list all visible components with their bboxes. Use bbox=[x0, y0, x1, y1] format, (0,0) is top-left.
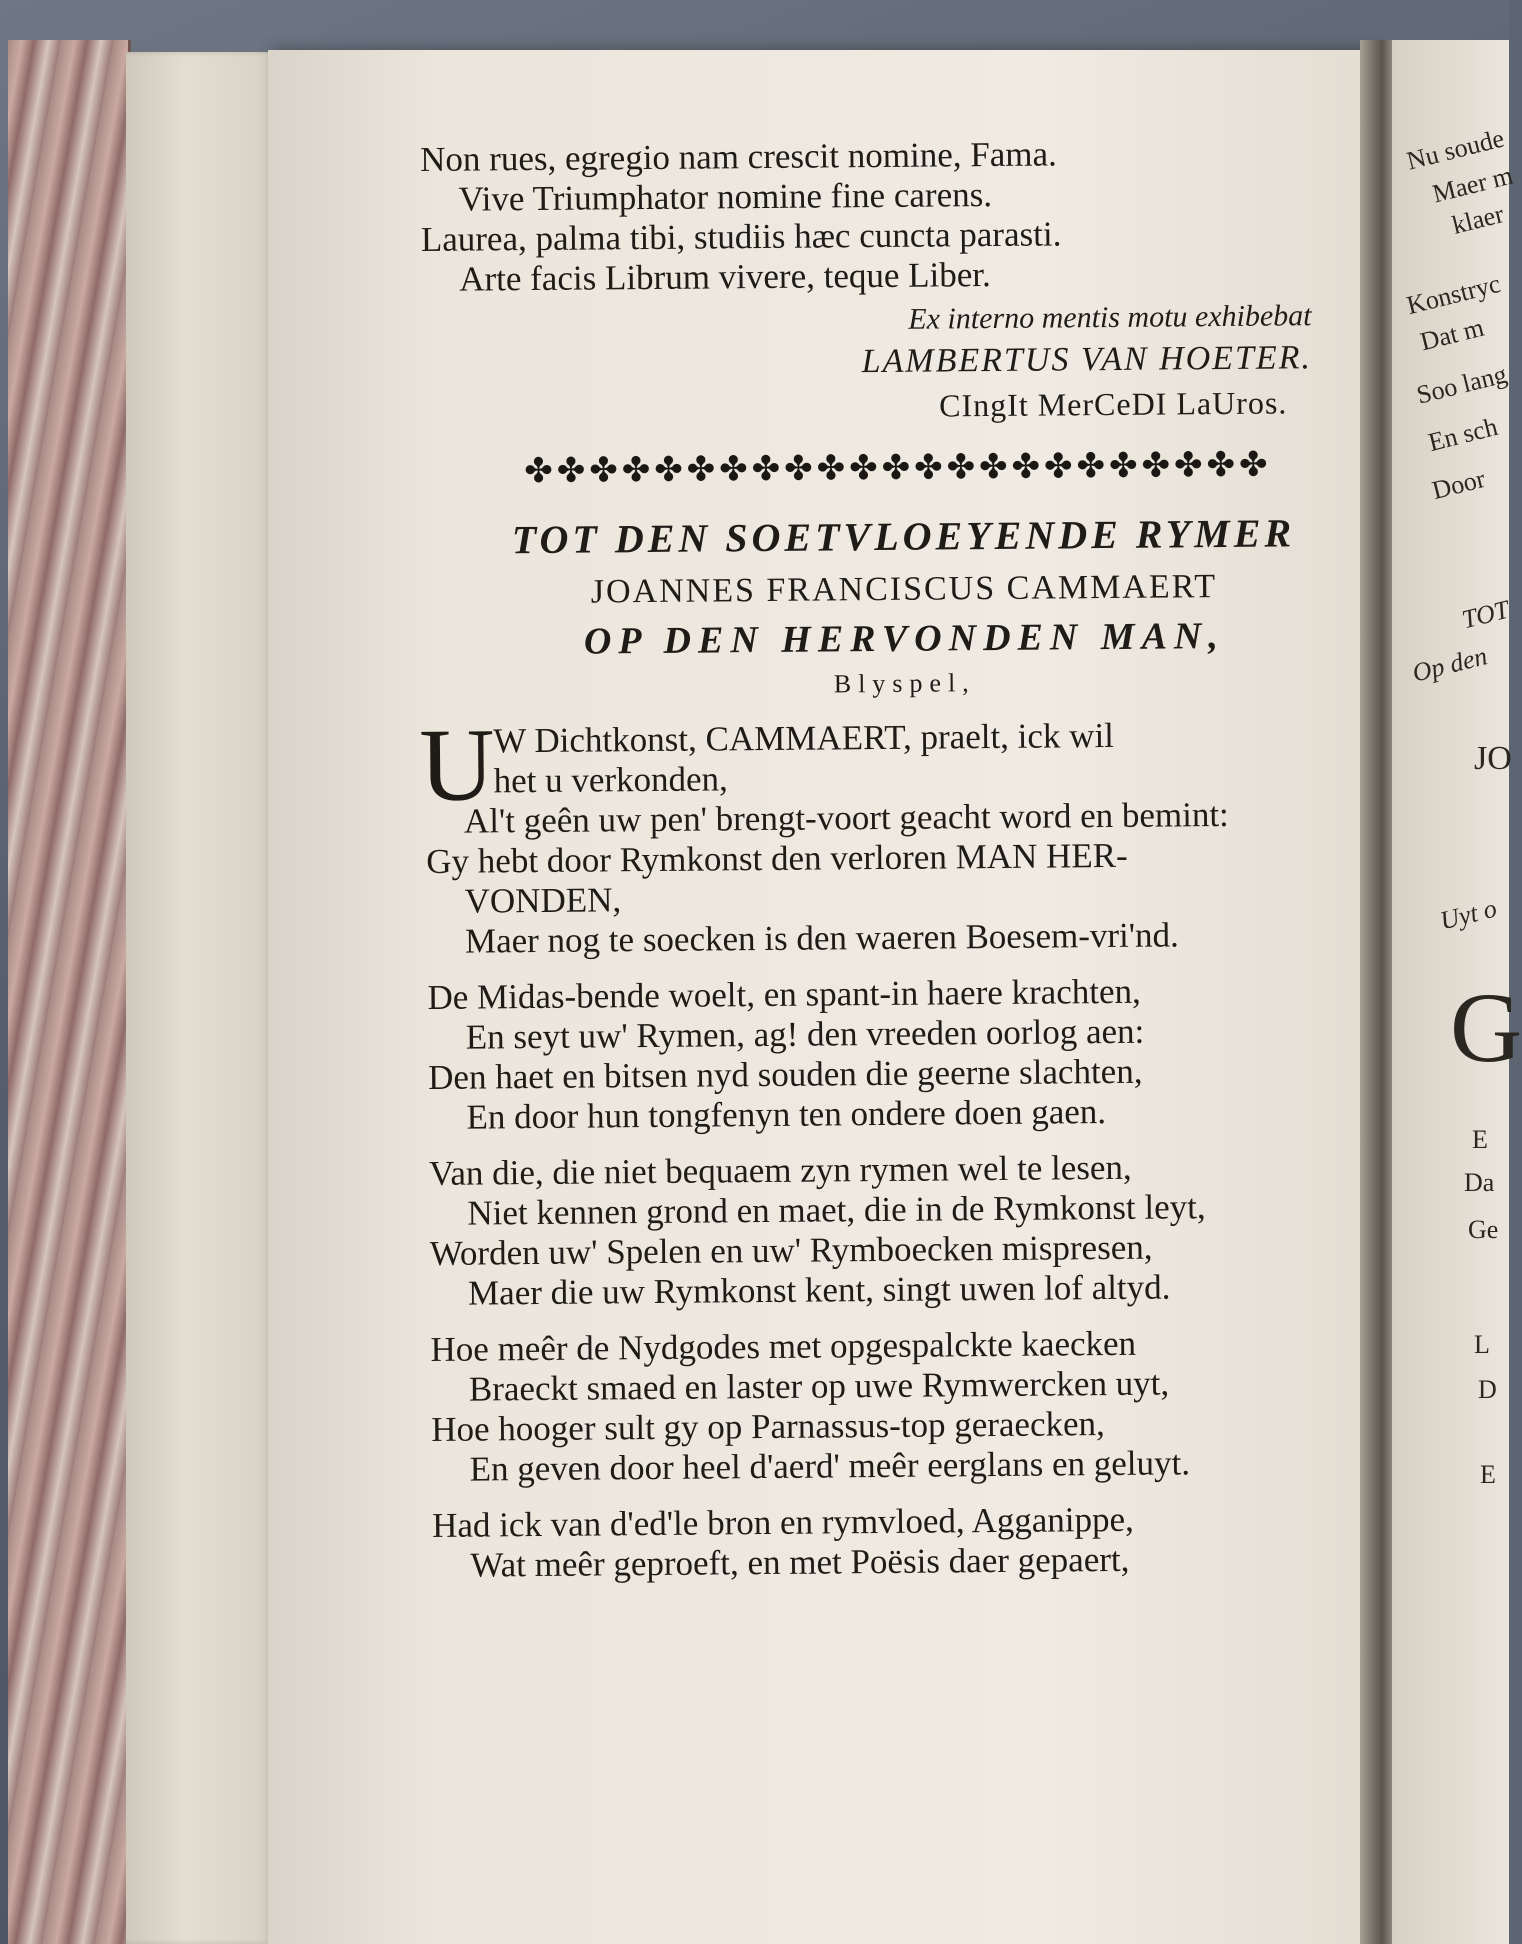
verse-line: Hoe meêr de Nydgodes met opgespalckte kaecken bbox=[430, 1323, 1137, 1369]
facing-fragment: TOT bbox=[1459, 594, 1512, 635]
poet-name: JOANNES FRANCISCUS CAMMAERT bbox=[590, 568, 1218, 611]
verse-line: Non rues, egregio nam crescit nomine, Fama. bbox=[420, 134, 1057, 179]
facing-fragment: Op den bbox=[1409, 641, 1491, 688]
verse-line: Braeckt smaed en laster op uwe Rymwercken uyt, bbox=[468, 1363, 1170, 1409]
facing-fragment: G bbox=[1450, 972, 1522, 1083]
facing-fragment: klaer bbox=[1449, 199, 1507, 240]
facing-fragment: Door bbox=[1429, 463, 1489, 506]
stanza bbox=[432, 1498, 1393, 1586]
latin-verse bbox=[420, 132, 1381, 300]
verse-line: Wat meêr geproeft, en met Poësis daer gepaert, bbox=[470, 1539, 1130, 1585]
verse-line: W Dichtkonst, CAMMAERT, praelt, ick wil bbox=[493, 715, 1115, 761]
facing-fragment: Nu soude bbox=[1403, 123, 1507, 176]
page-text bbox=[420, 132, 1393, 1586]
poem-heading: TOT DEN SOETVLOEYENDE RYMER bbox=[511, 510, 1296, 563]
verse-line: Laurea, palma tibi, studiis hæc cuncta parasti. bbox=[420, 214, 1062, 259]
facing-fragment: Uyt o bbox=[1437, 893, 1500, 936]
stanza bbox=[430, 1322, 1391, 1490]
ornament-divider: ✤✤✤✤✤✤✤✤✤✤✤✤✤✤✤✤✤✤✤✤✤✤✤ bbox=[524, 446, 1272, 491]
facing-fragment: En sch bbox=[1425, 411, 1501, 458]
facing-fragment: E bbox=[1472, 1125, 1488, 1154]
facing-fragment: L bbox=[1474, 1330, 1490, 1359]
facing-page bbox=[1392, 40, 1522, 1944]
marbled-cover-board bbox=[8, 40, 131, 1944]
verse-line: Maer nog te soecken is den waeren Boesem-vri'nd. bbox=[464, 915, 1179, 961]
verse-line: Had ick van d'ed'le bron en rymvloed, Agganippe, bbox=[431, 1499, 1134, 1545]
verse-line: En geven door heel d'aerd' meêr eerglans en geluyt. bbox=[469, 1443, 1191, 1489]
verse-line: het u verkonden, bbox=[493, 759, 728, 801]
facing-fragment: Dat m bbox=[1417, 312, 1487, 357]
stanza bbox=[429, 1146, 1390, 1314]
facing-fragment: Da bbox=[1464, 1168, 1495, 1197]
verse-line: Den haet en bitsen nyd souden die geerne slachten, bbox=[428, 1051, 1143, 1097]
facing-fragment: D bbox=[1478, 1375, 1497, 1404]
verse-line: Vive Triumphator nomine fine carens. bbox=[458, 175, 993, 219]
facing-fragment: E bbox=[1480, 1460, 1496, 1489]
stanza bbox=[427, 970, 1388, 1138]
facing-fragment: Maer m bbox=[1429, 160, 1516, 209]
verse-line: De Midas-bende woelt, en spant-in haere krachten, bbox=[427, 971, 1141, 1017]
facing-fragment: Soo lang bbox=[1413, 359, 1510, 410]
verse-line: Van die, die niet bequaem zyn rymen wel te lesen, bbox=[428, 1147, 1132, 1193]
attribution: Ex interno mentis motu exhibebat bbox=[908, 299, 1312, 336]
verse-line: Niet kennen grond en maet, die in de Rymkonst leyt, bbox=[467, 1187, 1206, 1233]
page-edges bbox=[126, 52, 276, 1944]
poem-subject: OP DEN HERVONDEN MAN, bbox=[583, 614, 1226, 663]
facing-fragment: Ge bbox=[1468, 1215, 1499, 1244]
verse-line: En door hun tongfenyn ten ondere doen gaen. bbox=[466, 1092, 1107, 1137]
facing-fragment: Konstryc bbox=[1403, 268, 1504, 321]
stanza bbox=[418, 707, 1387, 962]
verse-line: Al't geên uw pen' brengt-voort geacht word en bemint: bbox=[463, 794, 1229, 841]
verse-line: Maer die uw Rymkonst kent, singt uwen lof altyd. bbox=[467, 1267, 1171, 1313]
verse-line: Arte facis Librum vivere, teque Liber. bbox=[459, 255, 991, 299]
chronogram-motto: CIngIt MerCeDI LaUros. bbox=[939, 384, 1288, 424]
verse-line: Gy hebt door Rymkonst den verloren MAN HER- bbox=[426, 835, 1128, 881]
verse-line: Hoe hooger sult gy op Parnassus-top geraecken, bbox=[431, 1404, 1105, 1449]
author-name: LAMBERTUS VAN HOETER. bbox=[861, 339, 1313, 381]
genre-label: Blyspel, bbox=[833, 668, 976, 699]
verse-line: Worden uw' Spelen en uw' Rymboecken mispresen, bbox=[429, 1227, 1153, 1273]
verse-line: VONDEN, bbox=[464, 880, 622, 921]
drop-cap: U bbox=[418, 707, 496, 824]
facing-fragment: JO bbox=[1474, 740, 1512, 777]
verse-line: En seyt uw' Rymen, ag! den vreeden oorlog aen: bbox=[465, 1011, 1145, 1057]
